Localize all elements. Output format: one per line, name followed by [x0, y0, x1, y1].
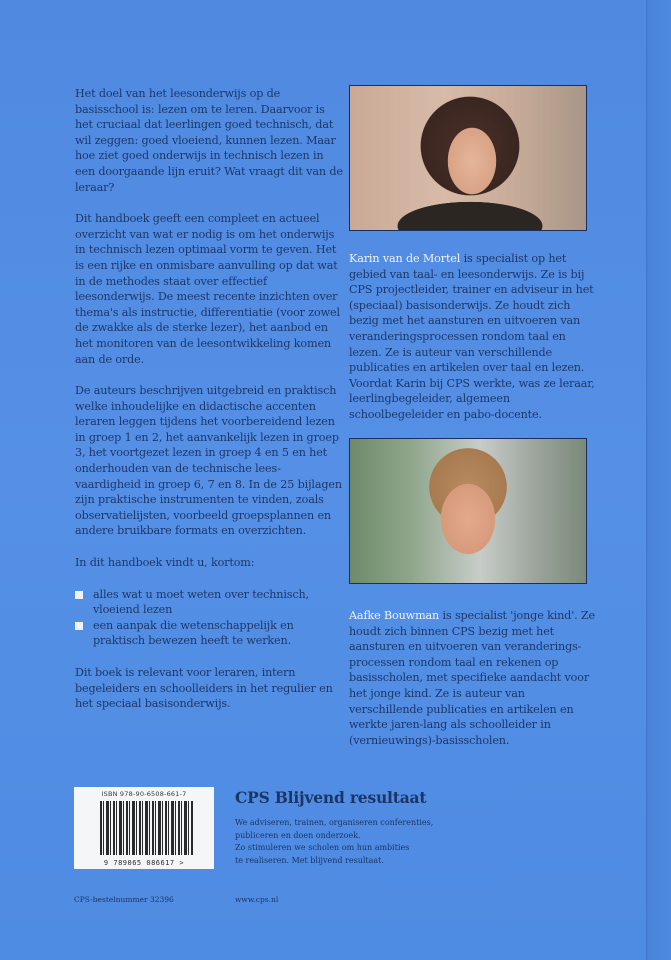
blurb-closing: Dit boek is relevant voor leraren, intern begeleiders en schoolleiders in het regulier en het speciaal basisonderwijs.	[75, 666, 333, 711]
brand-description	[235, 817, 475, 867]
isbn-label: ISBN 978-90-6508-661-7	[101, 790, 187, 798]
bullet-list	[75, 587, 345, 649]
blurb-paragraph: In dit handboek vindt u, kortom:	[75, 556, 255, 570]
square-bullet-icon	[75, 622, 83, 630]
author-photo-aafke	[349, 438, 587, 584]
barcode-icon	[100, 801, 194, 855]
author-bio-karin	[349, 251, 599, 423]
brand-line: We adviseren, trainen, organiseren conferenties,	[235, 818, 434, 827]
barcode-digits: 9 789065 086617 >	[103, 859, 185, 867]
blurb-column	[75, 86, 345, 728]
author-name: Karin van de Mortel	[349, 252, 461, 265]
author-bio-aafke	[349, 608, 599, 748]
blurb-paragraph: Dit handboek geeft een compleet en actueel overzicht van wat er nodig is om het onderwijs in technisch lezen optimaal vorm te geven. Het is een rijke en onmisbare aanvulling op dat wat in de methodes staat over effectief leesonderwijs. De meest recente inzichten over thema's als instructie, differentiatie (voor zowel de zwakke als de sterke lezer), het aanbod en het monitoren van de leesontwikkeling komen aan de orde.	[75, 212, 340, 366]
brand-line: Zo stimuleren we scholen om hun ambities	[235, 843, 410, 852]
author-bio-text: is specialist 'jonge kind'. Ze houdt zich binnen CPS bezig met het aansturen en uitvoeren van veranderings-processen rondom taal en rekenen op basisscholen, met specifieke aandacht voor het jonge kind. Ze is auteur van verschillende publicaties en artikelen en werkte jaren-lang als schoolleider in (vernieuwings)-basisscholen.	[349, 609, 596, 747]
bullet-text: alles wat u moet weten over technisch, vloeiend lezen	[93, 587, 309, 617]
author-name: Aafke Bouwman	[349, 609, 440, 622]
order-number: CPS-bestelnummer 32396	[74, 895, 174, 904]
bullet-text: een aanpak die wetenschappelijk en praktisch bewezen heeft te werken.	[93, 618, 294, 648]
brand-line: publiceren en doen onderzoek.	[235, 830, 361, 840]
square-bullet-icon	[75, 591, 83, 599]
brand-title: CPS Blijvend resultaat	[235, 788, 427, 807]
isbn-barcode-box	[74, 787, 214, 869]
blurb-paragraph: De auteurs beschrijven uitgebreid en praktisch welke inhoudelijke en didactische accenten leraren leggen tijdens het voorbereidend lezen in groep 1 en 2, het aanvankelijk lezen in groep 3, het voortgezet lezen in groep 4 en 5 en het onderhouden van de technische lees-vaardigheid in groep 6, 7 en 8. In de 25 bijlagen zijn praktische instrumenten te vinden, zoals observatielijsten, voorbeeld groepsplannen en andere bruikbare formats en overzichten.	[75, 384, 342, 538]
bullet-item	[75, 587, 345, 618]
author-photo-karin	[349, 85, 587, 231]
author-bio-text: is specialist op het gebied van taal- en leesonderwijs. Ze is bij CPS projectleider, trainer en adviseur in het (speciaal) basisonderwijs. Ze houdt zich bezig met het aansturen en uitvoeren van veranderingsprocessen rondom taal en lezen. Ze is auteur van verschillende publicaties en artikelen over taal en lezen. Voordat Karin bij CPS werkte, was ze leraar, leerlingbegeleider, algemeen schoolbegeleider en pabo-docente.	[349, 252, 595, 421]
bullet-item	[75, 618, 345, 649]
book-spine-edge	[646, 0, 671, 960]
blurb-paragraph: Het doel van het leesonderwijs op de basisschool is: lezen om te leren. Daarvoor is het cruciaal dat leerlingen goed technisch, dat wil zeggen: goed vloeiend, kunnen lezen. Maar hoe ziet goed onderwijs in technisch lezen in een doorgaande lijn eruit? Wat vraagt dit van de leraar?	[75, 87, 343, 194]
brand-line: te realiseren. Met blijvend resultaat.	[235, 855, 384, 865]
website-url: www.cps.nl	[235, 895, 279, 904]
